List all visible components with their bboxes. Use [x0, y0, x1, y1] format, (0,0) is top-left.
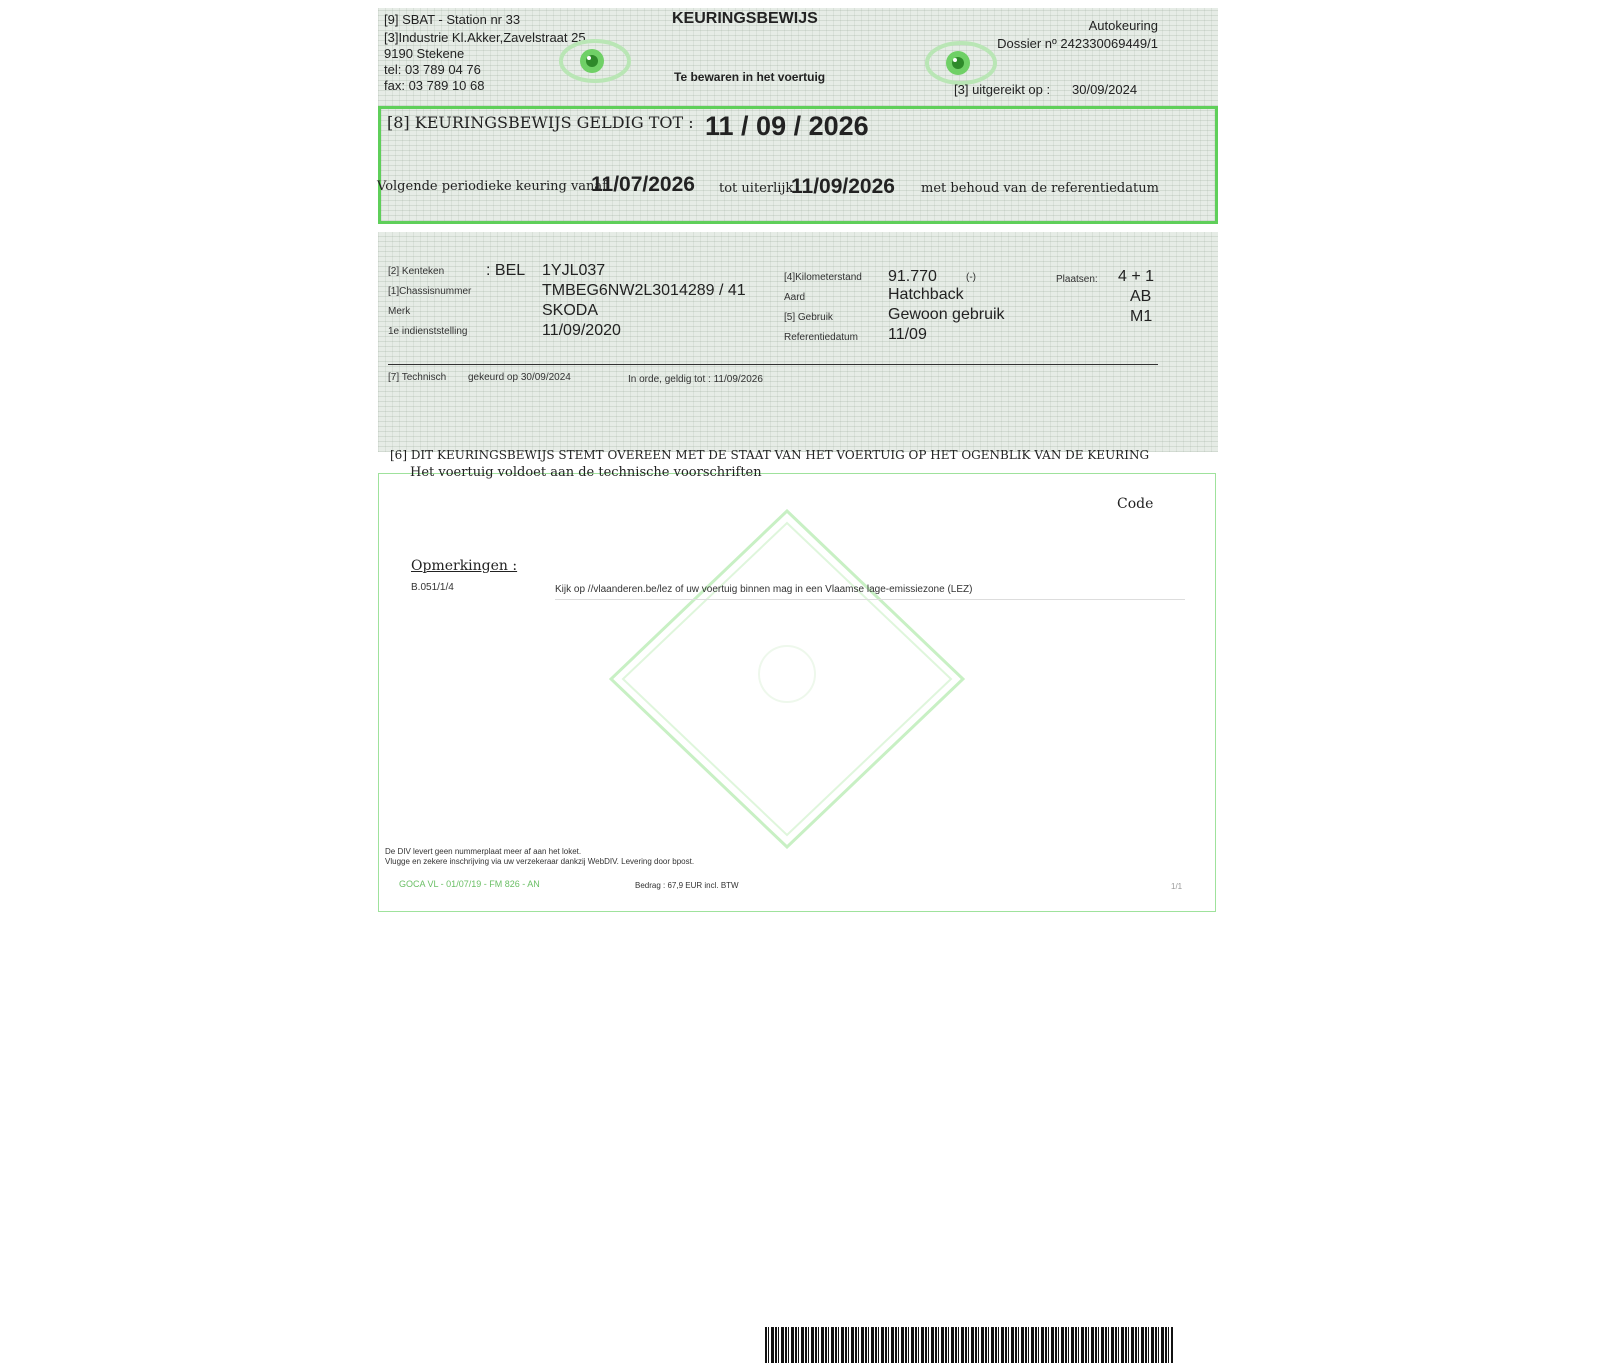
remark-underline	[555, 599, 1185, 600]
station-address: [3]Industrie Kl.Akker,Zavelstraat 25	[384, 30, 586, 45]
first-registration-label: 1e indienststelling	[388, 326, 468, 337]
keep-in-vehicle-note: Te bewaren in het voertuig	[674, 70, 826, 84]
validity-box	[378, 106, 1218, 224]
form-code: GOCA VL - 01/07/19 - FM 826 - AN	[399, 879, 540, 889]
vehicle-category: M1	[1130, 308, 1153, 325]
valid-until-label: [8] KEURINGSBEWIJS GELDIG TOT :	[387, 113, 694, 132]
issued-date: 30/09/2024	[1072, 82, 1138, 97]
document-title: KEURINGSBEWIJS	[672, 10, 818, 27]
technical-label: [7] Technisch	[388, 372, 447, 383]
diamond-watermark-icon	[609, 509, 965, 849]
seats-value: 4 + 1	[1118, 268, 1155, 285]
reference-date-value: 11/09	[888, 326, 927, 343]
chassis-number: TMBEG6NW2L3014289 / 41	[542, 282, 746, 299]
amount: Bedrag : 67,9 EUR incl. BTW	[635, 881, 739, 890]
seats-label: Plaatsen:	[1056, 274, 1098, 285]
station-city: 9190 Stekene	[384, 46, 465, 61]
station-fax: fax: 03 789 10 68	[384, 78, 485, 93]
next-inspection-suffix: met behoud van de referentiedatum	[921, 181, 1159, 196]
inspection-type: Autokeuring	[1088, 18, 1158, 33]
km-value: 91.770	[888, 268, 937, 285]
valid-until-date: 11 / 09 / 2026	[705, 111, 869, 141]
div-note-line1: De DIV levert geen nummerplaat meer af aan het loket.	[385, 847, 582, 856]
reference-date-label: Referentiedatum	[784, 332, 858, 343]
technical-value: gekeurd op 30/09/2024	[468, 372, 571, 383]
plate-label: [2] Kenteken	[388, 266, 445, 277]
divider-line	[388, 364, 1158, 365]
remarks-box	[378, 473, 1216, 912]
type-label: Aard	[784, 292, 806, 303]
make-label: Merk	[388, 306, 411, 317]
remark-code: B.051/1/4	[411, 582, 454, 593]
body-code: AB	[1130, 288, 1152, 305]
page-number: 1/1	[1171, 882, 1183, 891]
div-note-line2: Vlugge en zekere inschrijving via uw verzekeraar dankzij WebDIV. Levering door bpost.	[385, 857, 695, 866]
first-registration-date: 11/09/2020	[542, 322, 621, 339]
eye-logo-icon	[558, 38, 632, 84]
next-inspection-middle: tot uiterlijk	[719, 181, 794, 196]
station-name: [9] SBAT - Station nr 33	[384, 12, 521, 27]
make-value: SKODA	[542, 302, 599, 319]
issued-label: [3] uitgereikt op :	[954, 82, 1051, 97]
next-inspection-until: 11/09/2026	[791, 175, 895, 198]
technical-compliance-statement: Het voertuig voldoet aan de technische voorschriften	[410, 465, 762, 480]
next-inspection-prefix: Volgende periodieke keuring vanaf	[377, 179, 607, 194]
inspection-certificate	[378, 8, 1218, 920]
plate-country: : BEL	[486, 262, 526, 279]
dossier-number: Dossier nº 242330069449/1	[997, 36, 1158, 51]
km-unit: (-)	[966, 272, 976, 283]
use-value: Gewoon gebruik	[888, 306, 1005, 323]
vehicle-data-section	[378, 232, 1218, 452]
next-inspection-from: 11/07/2026	[591, 173, 695, 196]
use-label: [5] Gebruik	[784, 312, 833, 323]
chassis-label: [1]Chassisnummer	[388, 286, 472, 297]
eye-logo-icon	[924, 40, 998, 86]
remarks-title: Opmerkingen :	[411, 558, 518, 574]
barcode	[765, 1327, 1173, 1363]
in-order-value: In orde, geldig tot : 11/09/2026	[628, 374, 763, 385]
km-label: [4]Kilometerstand	[784, 272, 862, 283]
conformity-statement: [6] DIT KEURINGSBEWIJS STEMT OVEREEN MET DE STAAT VAN HET VOERTUIG OP HET OGENBLIK VAN DE KEURING	[390, 448, 1150, 462]
station-tel: tel: 03 789 04 76	[384, 62, 481, 77]
header-section	[378, 8, 1218, 106]
plate-number: 1YJL037	[542, 262, 606, 279]
type-value: Hatchback	[888, 286, 964, 303]
code-label: Code	[1117, 496, 1154, 512]
remark-text: Kijk op //vlaanderen.be/lez of uw voertuig binnen mag in een Vlaamse lage-emissiezone (LEZ)	[555, 584, 973, 595]
